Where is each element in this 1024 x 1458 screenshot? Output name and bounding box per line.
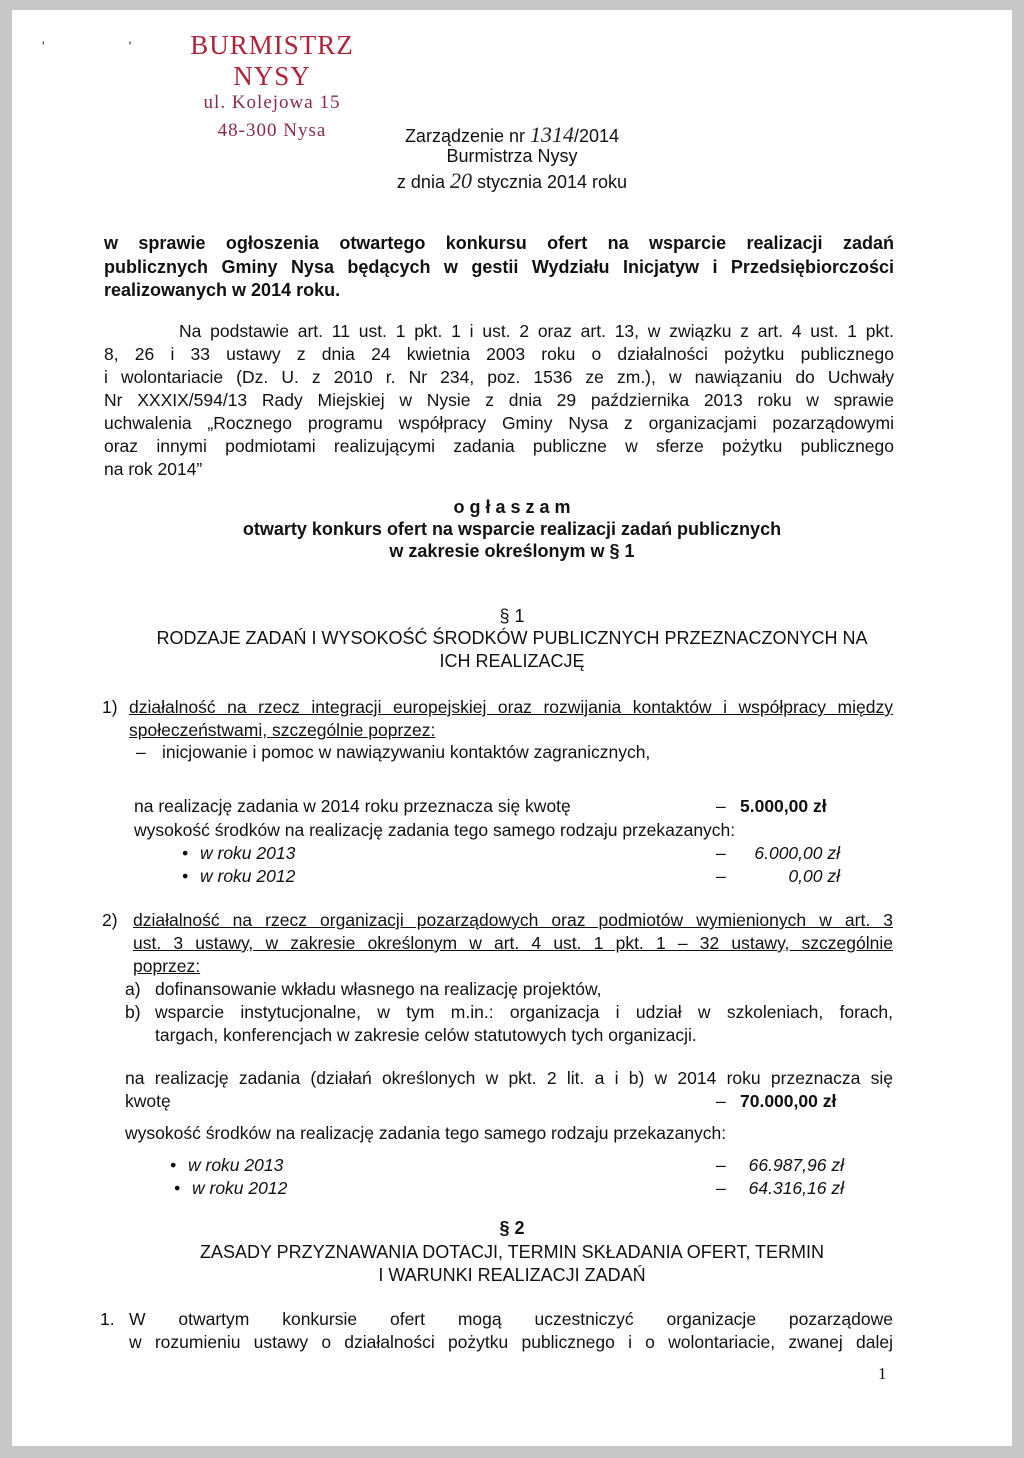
legal-basis <box>104 320 894 481</box>
basis-line: 8, 26 i 33 ustawy z dnia 24 kwietnia 2003 roku o działalności pożytku publicznego <box>104 344 894 364</box>
section-1-title-1: RODZAJE ZADAŃ I WYSOKOŚĆ ŚRODKÓW PUBLICZNYCH PRZEZNACZONYCH NA <box>156 628 868 648</box>
basis-line: uchwalenia „Rocznego programu współpracy Gminy Nysa z organizacjami pozarządowymi <box>104 413 894 433</box>
scan-marks: ' ' <box>42 38 172 54</box>
item-1-history-label: wysokość środków na realizację zadania tego samego rodzaju przekazanych: <box>134 820 736 840</box>
item-2a-text: dofinansowanie wkładu własnego na realizację projektów, <box>155 979 602 999</box>
item-1-dash: – <box>136 742 146 762</box>
decree-subject <box>104 232 894 303</box>
item-2a-label: a) <box>125 979 141 999</box>
section-2-title-2: I WARUNKI REALIZACJI ZADAŃ <box>378 1265 646 1285</box>
point-1-number: 1. <box>100 1309 115 1329</box>
decree-title: Zarządzenie nr 1314/2014 <box>404 122 620 147</box>
stamp-line-1: BURMISTRZ NYSY <box>190 30 354 91</box>
basis-line: na rok 2014” <box>104 459 203 479</box>
subject-line: w sprawie ogłoszenia otwartego konkursu ofert na wsparcie realizacji zadań <box>104 233 894 253</box>
handwritten-number: 1314 <box>530 122 574 147</box>
history-value: 0,00 zł <box>788 866 840 886</box>
stamp-line-3: 48-300 Nysa <box>217 120 327 141</box>
item-1-sub: inicjowanie i pomoc w nawiązywaniu kontaktów zagranicznych, <box>162 742 651 762</box>
section-1-mark: § 1 <box>499 606 525 626</box>
section-2-mark: § 2 <box>499 1218 525 1238</box>
item-2-amount: 70.000,00 zł <box>740 1091 837 1111</box>
section-2-title-1: ZASADY PRZYZNAWANIA DOTACJI, TERMIN SKŁADANIA OFERT, TERMIN <box>199 1242 825 1262</box>
basis-line: Na podstawie art. 11 ust. 1 pkt. 1 i ust. 2 oraz art. 13, w związku z art. 4 ust. 1 pkt. <box>179 321 894 341</box>
history-year: • w roku 2013 <box>200 842 295 865</box>
item-2-number: 2) <box>102 910 118 930</box>
decree-issuer: Burmistrza Nysy <box>446 146 578 166</box>
item-1-amount-dash: – <box>716 796 726 816</box>
point-1-text: W otwartym konkursie ofert mogą uczestniczyć organizacje pozarządowe w rozumieniu ustawy o działalności pożytku publicznego i o wolontariacie, zwanej dalej <box>129 1309 893 1352</box>
history-dash: – <box>716 866 726 886</box>
item-2-history-label: wysokość środków na realizację zadania tego samego rodzaju przekazanych: <box>125 1123 727 1143</box>
subject-line: realizowanych w 2014 roku. <box>104 280 341 300</box>
announce-line-1: otwarty konkurs ofert na wsparcie realizacji zadań publicznych <box>242 519 782 539</box>
item-1-amount-label: na realizację zadania w 2014 roku przeznacza się kwotę <box>134 796 571 816</box>
page-number: 1 <box>878 1364 887 1383</box>
item-1-heading: działalność na rzecz integracji europejskiej oraz rozwijania kontaktów i współpracy między społeczeństwami, szczególnie poprzez: <box>129 697 893 740</box>
handwritten-day: 20 <box>449 168 472 193</box>
subject-line: publicznych Gminy Nysa będących w gestii Wydziału Inicjatyw i Przedsiębiorczości <box>104 256 894 277</box>
document-page <box>12 10 1012 1446</box>
stamp-line-2: ul. Kolejowa 15 <box>203 92 341 113</box>
history-value: 66.987,96 zł <box>748 1155 844 1175</box>
basis-line: Nr XXXIX/594/13 Rady Miejskiej w Nysie z dnia 29 października 2013 roku w sprawie <box>104 390 894 410</box>
item-2-amount-dash: – <box>716 1091 726 1111</box>
basis-line: oraz innymi podmiotami realizującymi zadania publiczne w sferze pożytku publicznego <box>104 436 894 456</box>
announce-line-2: w zakresie określonym w § 1 <box>389 541 635 561</box>
history-dash: – <box>716 843 726 863</box>
history-year: • w roku 2012 <box>192 1177 287 1200</box>
section-1-title-2: ICH REALIZACJĘ <box>439 651 585 671</box>
history-dash: – <box>716 1155 726 1175</box>
announce-word: o g ł a s z a m <box>453 497 571 517</box>
history-year: • w roku 2013 <box>188 1154 283 1177</box>
history-value: 64.316,16 zł <box>748 1178 844 1198</box>
item-2b-label: b) <box>125 1002 141 1022</box>
history-value: 6.000,00 zł <box>754 843 840 863</box>
history-year: • w roku 2012 <box>200 865 295 888</box>
item-2-amount-label: na realizację zadania (działań określonych w pkt. 2 lit. a i b) w 2014 roku przeznacza się kwotę <box>125 1068 893 1111</box>
decree-date: z dnia 20 stycznia 2014 roku <box>396 168 628 193</box>
item-2b-text: wsparcie instytucjonalne, w tym m.in.: organizacja i udział w szkoleniach, forach, targach, konferencjach w zakresie celów statutowych tych organizacji. <box>155 1002 893 1045</box>
history-dash: – <box>716 1178 726 1198</box>
item-1-number: 1) <box>102 697 118 717</box>
basis-line: i wolontariacie (Dz. U. z 2010 r. Nr 234, poz. 1536 ze zm.), w nawiązaniu do Uchwały <box>104 367 894 387</box>
item-1-amount: 5.000,00 zł <box>740 796 827 816</box>
item-2-heading: działalność na rzecz organizacji pozarządowych oraz podmiotów wymienionych w art. 3 ust. 3 ustawy, w zakresie określonym w art. 4 ust. 1 pkt. 1 – 32 ustawy, szczególnie poprzez: <box>133 910 893 976</box>
